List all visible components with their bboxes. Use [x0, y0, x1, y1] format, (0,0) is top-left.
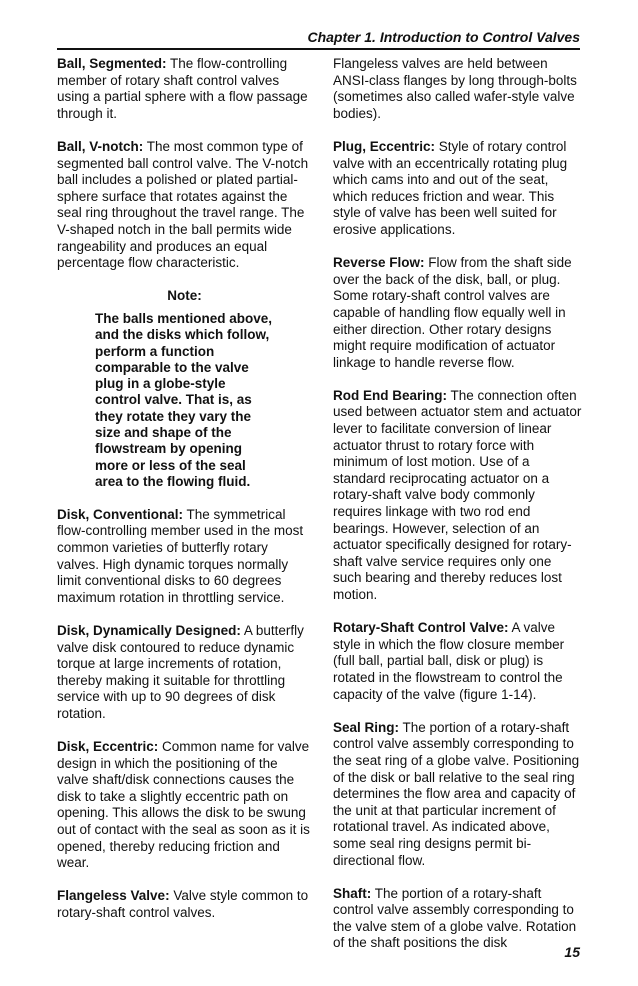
definition-ball-vnotch: The most common type of segmented ball control valve. The V-notch ball includes a polished or plated partial-sphere surface that rotates against the seal ring throughout the travel range. The V-shaped notch in the ball permits wide rangeability and produces an equal percentage flow characteristic. [57, 138, 309, 271]
entry-disk-eccentric [57, 739, 312, 872]
term-ball-segmented: Ball, Segmented: [57, 56, 167, 71]
definition-disk-dynamic: A butterfly valve disk contoured to reduce dynamic torque at large increments of rotation, thereby making it suitable for throttling service with up to 90 degrees of disk rotation. [57, 622, 304, 721]
entry-flangeless-continued [333, 56, 583, 122]
term-disk-eccentric: Disk, Eccentric: [57, 739, 159, 755]
definition-disk-eccentric: Common name for valve design in which the positioning of the valve shaft/disk connections causes the disk to take a slightly eccentric path on opening. This allows the disk to be swung out of contact with the seal as soon as it is opened, thereby reducing friction and wear. [57, 739, 310, 871]
term-disk-dynamic: Disk, Dynamically Designed: [57, 622, 241, 638]
note-heading: Note: [167, 288, 202, 304]
entry-ball-vnotch [57, 139, 312, 272]
definition-flangeless-continued: Flangeless valves are held between ANSI-class flanges by long through-bolts (sometimes also called wafer-style valve bodies). [333, 56, 577, 121]
definition-rod-end-bearing: The connection often used between actuator stem and actuator lever to facilitate conversion of linear actuator thrust to rotary force with minimum of lost motion. Use of a standard reciprocating actuator on a rotary-shaft valve body commonly requires linkage with two rod end bearings. However, selection of an actuator specifically designed for rotary-shaft valve service requires only one such bearing and thereby reduces lost motion. [333, 387, 582, 602]
definition-rotary-shaft-control-valve: A valve style in which the flow closure member (full ball, partial ball, disk or plug) is rotated in the flowstream to control the capacity of the valve (figure 1-14). [333, 620, 565, 702]
entry-rotary-shaft-control-valve [333, 620, 583, 703]
definition-plug-eccentric: Style of rotary control valve with an eccentrically rotating plug which cams into and out of the seat, which reduces friction and wear. This style of valve has been well suited for erosive applications. [333, 138, 568, 237]
entry-flangeless-valve [57, 888, 312, 921]
term-reverse-flow: Reverse Flow: [333, 255, 425, 271]
term-rod-end-bearing: Rod End Bearing: [333, 387, 447, 403]
term-ball-vnotch: Ball, V-notch: [57, 138, 144, 154]
entry-reverse-flow [333, 255, 583, 371]
entry-plug-eccentric [333, 139, 583, 239]
entry-ball-segmented [57, 56, 312, 122]
left-column [57, 56, 312, 938]
term-rotary-shaft-control-valve: Rotary-Shaft Control Valve: [333, 620, 509, 636]
entry-seal-ring [333, 720, 583, 869]
entry-shaft [333, 886, 583, 952]
term-plug-eccentric: Plug, Eccentric: [333, 138, 436, 154]
page-number: 15 [564, 944, 580, 960]
definition-ball-segmented: The flow-controlling member of rotary shaft control valves using a partial sphere with a flow passage through it. [57, 56, 308, 121]
entry-disk-dynamic [57, 623, 312, 723]
note-body: The balls mentioned above, and the disks which follow, perform a function comparable to the valve plug in a globe-style control valve. That is, as they rotate they vary the size and shape of the flowstream by opening more or less of the seal area to the flowing fluid. [95, 310, 273, 489]
definition-seal-ring: The portion of a rotary-shaft control valve assembly corresponding to the seat ring of a globe valve. Positioning of the disk or ball relative to the seal ring determines the flow area and capacity of the unit at that particular increment of rotational travel. As indicated above, some seal ring designs permit bi-directional flow. [333, 719, 580, 868]
right-column [333, 56, 583, 969]
term-disk-conventional: Disk, Conventional: [57, 506, 184, 522]
definition-disk-conventional: The symmetrical flow-controlling member used in the most common varieties of butterfly rotary valves. High dynamic torques normally limit conventional disks to 60 degrees maximum rotation in throttling service. [57, 506, 304, 605]
running-head: Chapter 1. Introduction to Control Valves [57, 29, 580, 50]
definition-reverse-flow: Flow from the shaft side over the back of the disk, ball, or plug. Some rotary-shaft control valves are capable of handling flow equally well in either direction. Other rotary designs might require modification of actuator linkage to handle reverse flow. [333, 255, 572, 370]
term-flangeless-valve: Flangeless Valve: [57, 888, 170, 904]
term-seal-ring: Seal Ring: [333, 719, 400, 735]
entry-disk-conventional [57, 507, 312, 607]
entry-rod-end-bearing [333, 388, 583, 604]
definition-flangeless-valve: Valve style common to rotary-shaft control valves. [57, 888, 309, 921]
term-shaft: Shaft: [333, 885, 372, 901]
definition-shaft: The portion of a rotary-shaft control valve assembly corresponding to the valve stem of a globe valve. Rotation of the shaft positions the disk [333, 885, 577, 951]
